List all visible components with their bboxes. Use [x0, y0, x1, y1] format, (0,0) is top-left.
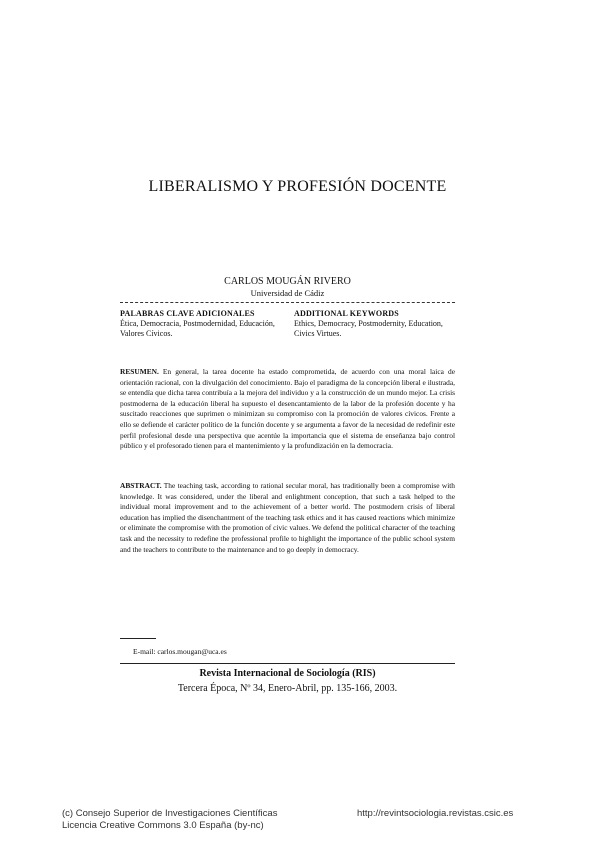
- keywords-es-terms: Ética, Democracia, Postmodernidad, Educación, Valores Cívicos.: [120, 319, 275, 338]
- keywords-es: [120, 309, 280, 339]
- author-affiliation: Universidad de Cádiz: [250, 288, 325, 298]
- journal-name: Revista Internacional de Sociología (RIS): [199, 668, 376, 679]
- author-email: E-mail: carlos.mougan@uca.es: [133, 647, 227, 656]
- keywords-divider: [120, 302, 455, 303]
- journal-url-link[interactable]: http://revintsociologia.revistas.csic.es: [357, 808, 514, 819]
- resumen-paragraph: [120, 367, 455, 452]
- license-line: Licencia Creative Commons 3.0 España (by-nc): [62, 820, 264, 831]
- journal-issue: Tercera Época, Nº 34, Enero-Abril, pp. 135-166, 2003.: [177, 683, 398, 694]
- abstract-paragraph: [120, 481, 455, 555]
- resumen-label: RESUMEN.: [120, 367, 159, 376]
- journal-rule: [120, 663, 455, 664]
- abstract-text: The teaching task, according to rational secular moral, has traditionally been a compromise with knowledge. It was considered, under the liberal and enlightment conception, that such a task helped to the individual moral improvement and to the achievement of a better world. The postmodern crisis of liberal education has implied the disenchantment of the teaching task ethics and it has caused reactions which minimize or eliminate the compromise with the promotion of civic values. We defend the political character of the teaching task and the necessity to redefine the professional profile to highlight the importance of the public school system and the teachers to contribute to the maintenance and to go deeply in democracy.: [120, 481, 456, 554]
- resumen-text: En general, la tarea docente ha estado comprometida, de acuerdo con una moral laica de orientación racional, con la divulgación del conocimiento. Bajo el paradigma de la concepción liberal e ilustrada, se entendía que dicha tarea contribuía a la mejora del individuo y a la construcción de un mundo mejor. La crisis postmoderna de la educación liberal ha supuesto el desencantamiento de la labor de la profesión docente y ha suscitado reacciones que suprimen o minimizan su compromiso con la promoción de valores cívicos. Frente a ello se defiende el carácter político de la función docente y se argumenta a favor de la necesidad de redefinir este perfil profesional desde una perspectiva que acentúe la importancia que el sistema de enseñanza bajo control público y el profesorado tienen para el mantenimiento y la profundización en la democracia.: [120, 367, 455, 451]
- article-title: LIBERALISMO Y PROFESIÓN DOCENTE: [148, 178, 447, 195]
- abstract-label: ABSTRACT.: [120, 481, 162, 490]
- footnote-rule: [120, 638, 156, 639]
- keywords-en-heading: ADDITIONAL KEYWORDS: [294, 309, 399, 318]
- copyright-line: (c) Consejo Superior de Investigaciones Científicas: [62, 808, 278, 819]
- keywords-es-heading: PALABRAS CLAVE ADICIONALES: [120, 309, 255, 318]
- keywords-en-terms: Ethics, Democracy, Postmodernity, Education, Civics Virtues.: [294, 319, 443, 338]
- keywords-en: [294, 309, 456, 339]
- author-name: CARLOS MOUGÁN RIVERO: [224, 276, 351, 287]
- copyright-footer: [62, 808, 277, 832]
